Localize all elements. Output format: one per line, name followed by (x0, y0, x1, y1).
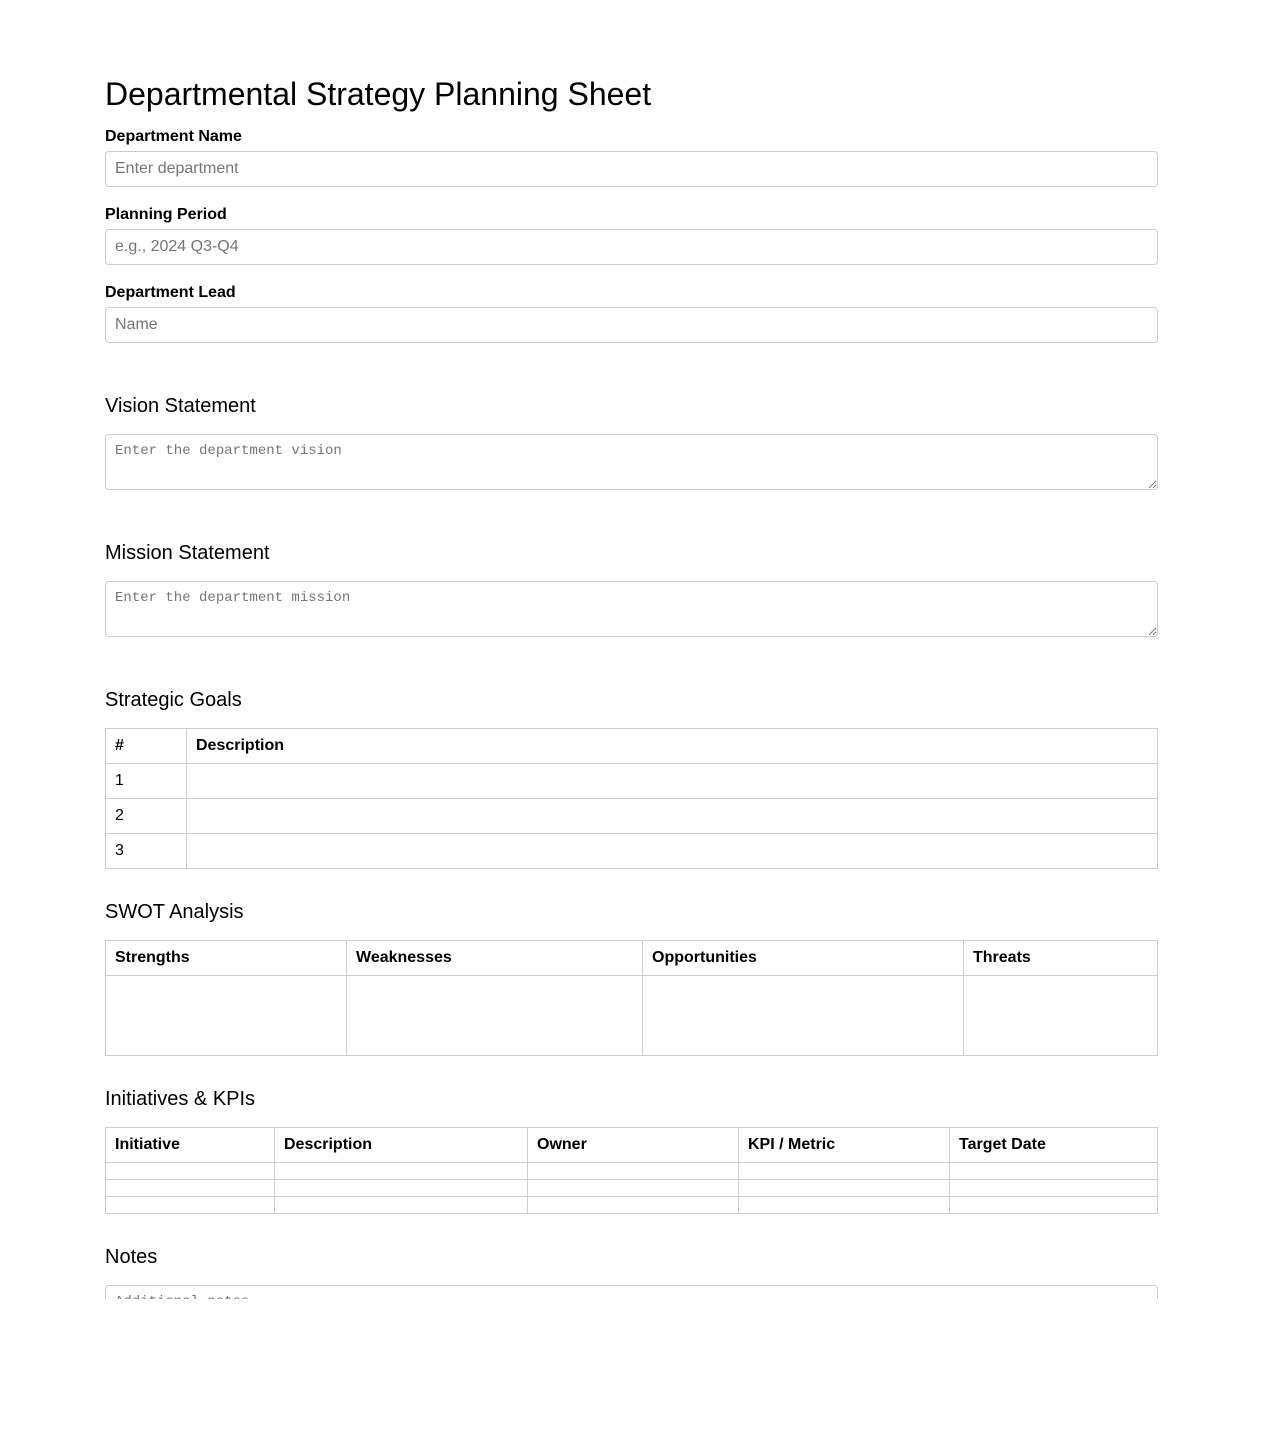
goals-col-number: # (106, 729, 187, 764)
init-col-owner: Owner (528, 1128, 739, 1163)
notes-textarea[interactable] (105, 1285, 1158, 1299)
planning-sheet (105, 0, 1158, 1299)
goal-number: 1 (106, 764, 187, 799)
target-date-cell[interactable] (950, 1180, 1158, 1197)
owner-cell[interactable] (528, 1163, 739, 1180)
page-title: Departmental Strategy Planning Sheet (105, 76, 652, 112)
mission-textarea[interactable] (105, 581, 1158, 637)
table-row (106, 1197, 1158, 1214)
goals-table (105, 728, 1158, 869)
owner-cell[interactable] (528, 1180, 739, 1197)
initiatives-heading: Initiatives & KPIs (105, 1088, 256, 1110)
strengths-cell[interactable] (106, 976, 347, 1056)
planning-period-label: Planning Period (105, 206, 227, 223)
swot-col-threats: Threats (964, 941, 1158, 976)
swot-col-strengths: Strengths (106, 941, 347, 976)
table-row (106, 1180, 1158, 1197)
vision-textarea[interactable] (105, 434, 1158, 490)
department-name-label: Department Name (105, 128, 242, 145)
init-col-target-date: Target Date (950, 1128, 1158, 1163)
opportunities-cell[interactable] (643, 976, 964, 1056)
goal-description-cell[interactable] (187, 799, 1158, 834)
target-date-cell[interactable] (950, 1197, 1158, 1214)
table-row (106, 834, 1158, 869)
weaknesses-cell[interactable] (347, 976, 643, 1056)
initiatives-table (105, 1127, 1158, 1214)
initiative-cell[interactable] (106, 1180, 275, 1197)
goal-description-cell[interactable] (187, 764, 1158, 799)
swot-col-opportunities: Opportunities (643, 941, 964, 976)
kpi-cell[interactable] (739, 1197, 950, 1214)
goals-heading: Strategic Goals (105, 689, 242, 711)
table-row (106, 799, 1158, 834)
goal-description-cell[interactable] (187, 834, 1158, 869)
notes-heading: Notes (105, 1246, 158, 1268)
goal-number: 2 (106, 799, 187, 834)
department-lead-input[interactable] (105, 307, 1158, 343)
swot-heading: SWOT Analysis (105, 901, 244, 923)
department-name-input[interactable] (105, 151, 1158, 187)
description-cell[interactable] (275, 1197, 528, 1214)
goals-col-description: Description (187, 729, 1158, 764)
planning-period-input[interactable] (105, 229, 1158, 265)
goal-number: 3 (106, 834, 187, 869)
init-col-kpi: KPI / Metric (739, 1128, 950, 1163)
description-cell[interactable] (275, 1180, 528, 1197)
table-row (106, 976, 1158, 1056)
department-lead-label: Department Lead (105, 284, 236, 301)
kpi-cell[interactable] (739, 1180, 950, 1197)
init-col-description: Description (275, 1128, 528, 1163)
threats-cell[interactable] (964, 976, 1158, 1056)
target-date-cell[interactable] (950, 1163, 1158, 1180)
initiative-cell[interactable] (106, 1197, 275, 1214)
vision-heading: Vision Statement (105, 395, 256, 417)
swot-col-weaknesses: Weaknesses (347, 941, 643, 976)
description-cell[interactable] (275, 1163, 528, 1180)
initiative-cell[interactable] (106, 1163, 275, 1180)
owner-cell[interactable] (528, 1197, 739, 1214)
swot-table (105, 940, 1158, 1056)
mission-heading: Mission Statement (105, 542, 270, 564)
table-row (106, 1163, 1158, 1180)
init-col-initiative: Initiative (106, 1128, 275, 1163)
table-row (106, 764, 1158, 799)
kpi-cell[interactable] (739, 1163, 950, 1180)
